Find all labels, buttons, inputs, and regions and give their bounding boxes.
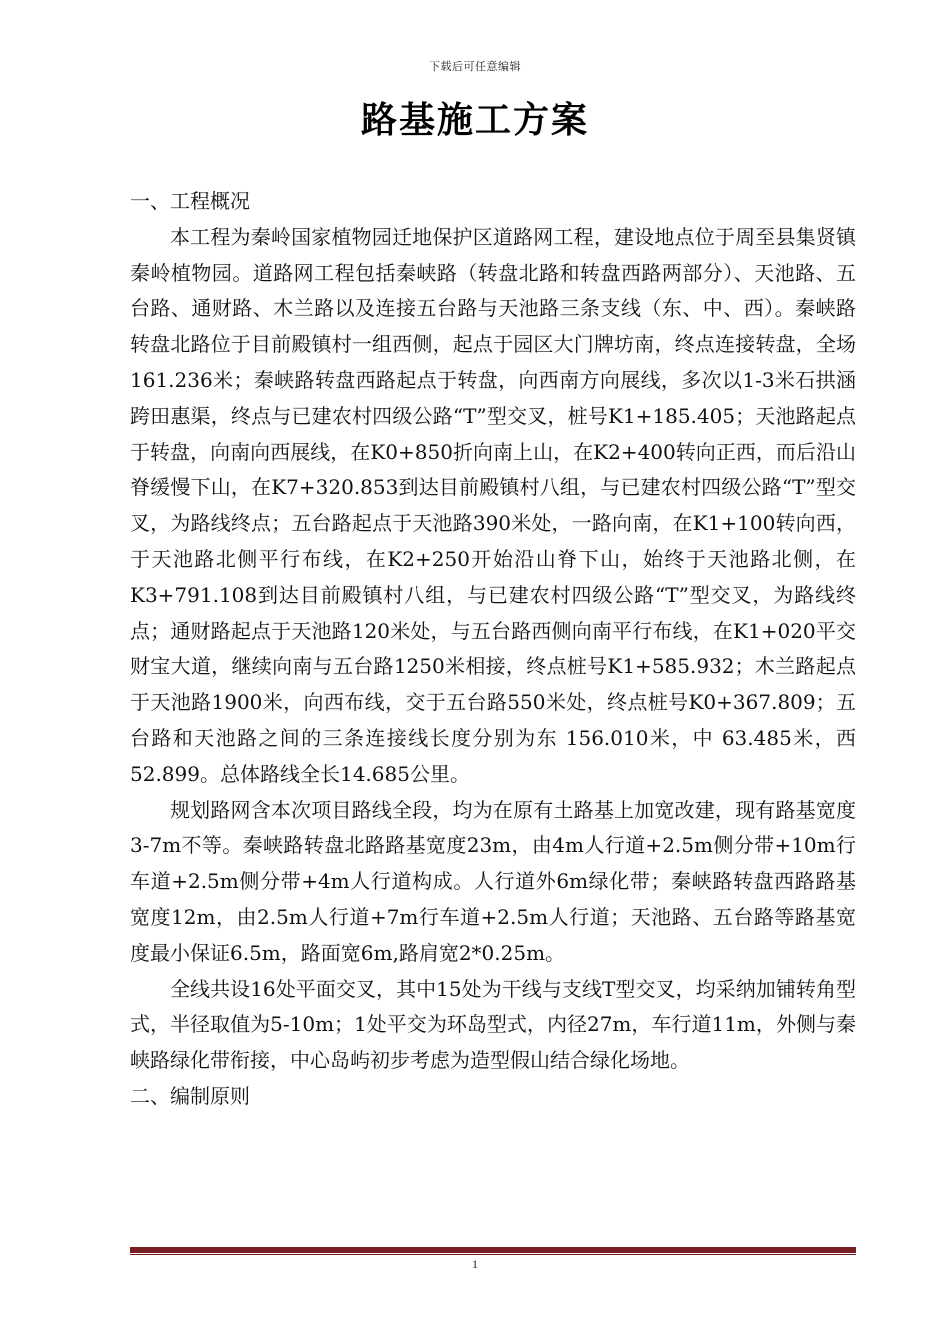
footer-divider <box>130 1247 856 1253</box>
body-paragraph: 规划路网含本次项目路线全段，均为在原有土路基上加宽改建，现有路基宽度3-7m不等。秦峡路转盘北路路基宽度23m，由4m人行道+2.5m侧分带+10m行车道+2.5m侧分带+4m人行道构成。人行道外6m绿化带；秦峡路转盘西路路基宽度12m，由2.5m人行道+7m行车道+2.5m人行道；天池路、五台路等路基宽度最小保证6.5m，路面宽6m,路肩宽2*0.25m。 <box>130 797 856 965</box>
section-heading: 二、编制原则 <box>130 1083 250 1108</box>
body-paragraph: 本工程为秦岭国家植物园迁地保护区道路网工程，建设地点位于周至县集贤镇秦岭植物园。道路网工程包括秦峡路（转盘北路和转盘西路两部分）、天池路、五台路、通财路、木兰路以及连接五台路与天池路三条支线（东、中、西）。秦峡路转盘北路位于目前殿镇村一组西侧，起点于园区大门牌坊南，终点连接转盘，全场161.236米；秦峡路转盘西路起点于转盘，向西南方向展线，多次以1-3米石拱涵跨田惠渠，终点与已建农村四级公路“T”型交叉，桩号K1+185.405；天池路起点于转盘，向南向西展线，在K0+850折向南上山，在K2+400转向正西，而后沿山脊缓慢下山，在K7+320.853到达目前殿镇村八组，与已建农村四级公路“T”型交叉，为路线终点；五台路起点于天池路390米处，一路向南，在K1+100转向西，于天池路北侧平行布线，在K2+250开始沿山脊下山，始终于天池路北侧，在K3+791.108到达目前殿镇村八组，与已建农村四级公路“T”型交叉，为路线终点；通财路起点于天池路120米处，与五台路西侧向南平行布线，在K1+020平交财宝大道，继续向南与五台路1250米相接，终点桩号K1+585.932；木兰路起点于天池路1900米，向西布线，交于五台路550米处，终点桩号K0+367.809；五台路和天池路之间的三条连接线长度分别为东 156.010米，中 63.485米，西 52.899。总体路线全长14.685公里。 <box>130 224 856 786</box>
section-heading: 一、工程概况 <box>130 189 250 213</box>
body-paragraph: 全线共设16处平面交叉，其中15处为干线与支线T型交叉，均采纳加铺转角型式，半径取值为5-10m；1处平交为环岛型式，内径27m，车行道11m，外侧与秦峡路绿化带衔接，中心岛屿初步考虑为造型假山结合绿化场地。 <box>130 976 856 1073</box>
document-title: 路基施工方案 <box>360 100 589 141</box>
header-note: 下载后可任意编辑 <box>429 60 521 73</box>
page-number: 1 <box>472 1257 478 1271</box>
document-body <box>130 184 856 1115</box>
